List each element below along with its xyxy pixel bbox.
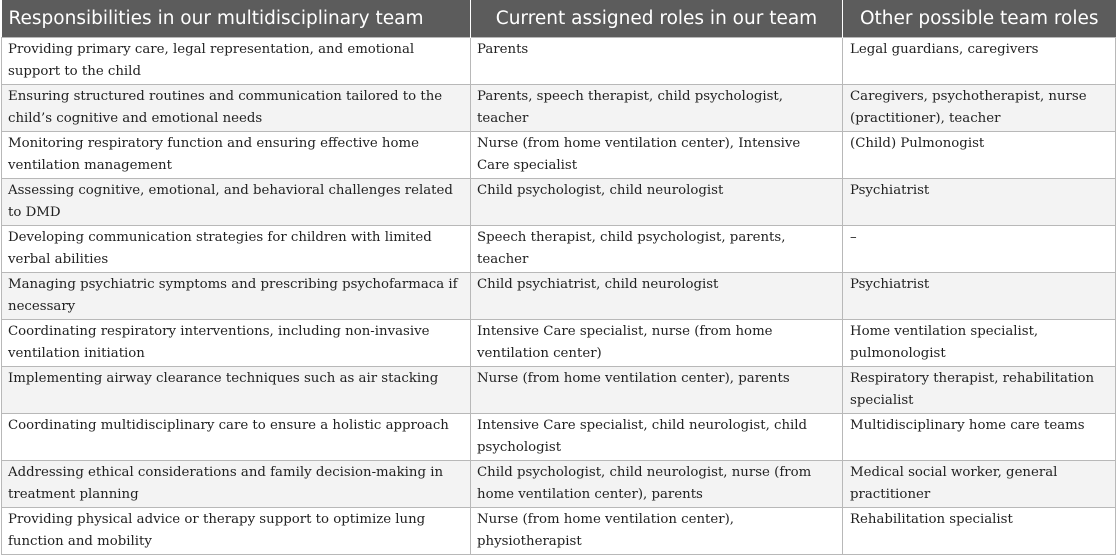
other-roles-cell: Home ventilation specialist, pulmonologist bbox=[843, 320, 1116, 367]
header-current-roles: Current assigned roles in our team bbox=[471, 0, 843, 38]
table-row bbox=[2, 367, 1116, 414]
responsibility-cell: Providing primary care, legal representation, and emotional support to the child bbox=[2, 38, 471, 85]
table-row bbox=[2, 461, 1116, 508]
table-row bbox=[2, 132, 1116, 179]
current-roles-cell: Nurse (from home ventilation center), parents bbox=[471, 367, 843, 414]
current-roles-cell: Child psychologist, child neurologist, nurse (from home ventilation center), parents bbox=[471, 461, 843, 508]
other-roles-cell: (Child) Pulmonogist bbox=[843, 132, 1116, 179]
responsibility-cell: Coordinating multidisciplinary care to ensure a holistic approach bbox=[2, 414, 471, 461]
current-roles-cell: Parents bbox=[471, 38, 843, 85]
header-other-roles: Other possible team roles bbox=[843, 0, 1116, 38]
other-roles-cell: Caregivers, psychotherapist, nurse (practitioner), teacher bbox=[843, 85, 1116, 132]
responsibility-cell: Providing physical advice or therapy support to optimize lung function and mobility bbox=[2, 508, 471, 555]
table-row bbox=[2, 179, 1116, 226]
responsibility-cell: Monitoring respiratory function and ensuring effective home ventilation management bbox=[2, 132, 471, 179]
header-responsibilities: Responsibilities in our multidisciplinary team bbox=[2, 0, 471, 38]
responsibility-cell: Implementing airway clearance techniques such as air stacking bbox=[2, 367, 471, 414]
table-row bbox=[2, 273, 1116, 320]
current-roles-cell: Child psychologist, child neurologist bbox=[471, 179, 843, 226]
other-roles-cell: Multidisciplinary home care teams bbox=[843, 414, 1116, 461]
responsibility-cell: Managing psychiatric symptoms and prescribing psychofarmaca if necessary bbox=[2, 273, 471, 320]
current-roles-cell: Nurse (from home ventilation center), Intensive Care specialist bbox=[471, 132, 843, 179]
other-roles-cell: Rehabilitation specialist bbox=[843, 508, 1116, 555]
current-roles-cell: Parents, speech therapist, child psychologist, teacher bbox=[471, 85, 843, 132]
current-roles-cell: Intensive Care specialist, nurse (from home ventilation center) bbox=[471, 320, 843, 367]
current-roles-cell: Child psychiatrist, child neurologist bbox=[471, 273, 843, 320]
responsibilities-table bbox=[1, 0, 1116, 555]
other-roles-cell: Respiratory therapist, rehabilitation specialist bbox=[843, 367, 1116, 414]
current-roles-cell: Intensive Care specialist, child neurologist, child psychologist bbox=[471, 414, 843, 461]
table-row bbox=[2, 508, 1116, 555]
table-row bbox=[2, 414, 1116, 461]
table-header bbox=[2, 0, 1116, 38]
responsibility-cell: Assessing cognitive, emotional, and behavioral challenges related to DMD bbox=[2, 179, 471, 226]
current-roles-cell: Speech therapist, child psychologist, parents, teacher bbox=[471, 226, 843, 273]
current-roles-cell: Nurse (from home ventilation center), physiotherapist bbox=[471, 508, 843, 555]
table-row bbox=[2, 38, 1116, 85]
other-roles-cell: Medical social worker, general practitioner bbox=[843, 461, 1116, 508]
responsibility-cell: Addressing ethical considerations and family decision-making in treatment planning bbox=[2, 461, 471, 508]
other-roles-cell: – bbox=[843, 226, 1116, 273]
other-roles-cell: Psychiatrist bbox=[843, 273, 1116, 320]
table-row bbox=[2, 226, 1116, 273]
responsibility-cell: Coordinating respiratory interventions, including non-invasive ventilation initiation bbox=[2, 320, 471, 367]
table-row bbox=[2, 85, 1116, 132]
other-roles-cell: Legal guardians, caregivers bbox=[843, 38, 1116, 85]
table-body bbox=[2, 38, 1116, 555]
responsibility-cell: Developing communication strategies for children with limited verbal abilities bbox=[2, 226, 471, 273]
other-roles-cell: Psychiatrist bbox=[843, 179, 1116, 226]
table-row bbox=[2, 320, 1116, 367]
responsibility-cell: Ensuring structured routines and communication tailored to the child’s cognitive and emotional needs bbox=[2, 85, 471, 132]
header-row bbox=[2, 0, 1116, 38]
